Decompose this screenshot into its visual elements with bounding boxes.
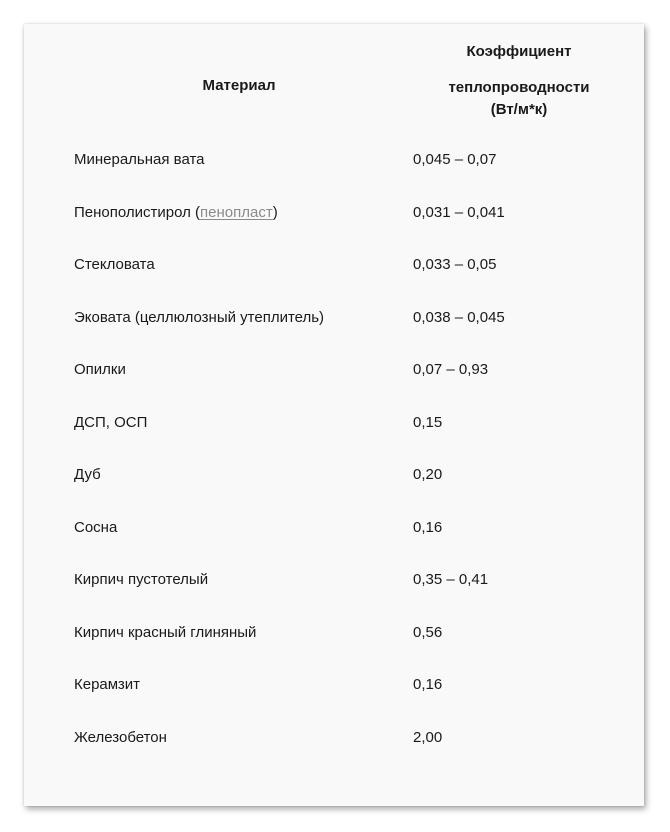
table-row [24,150,644,170]
table-row [24,360,644,380]
material-cell [74,203,278,223]
material-cell: Эковата (целлюлозный утеплитель) [74,309,325,326]
column-header-coefficient-units: (Вт/м*к) [490,101,548,118]
penoplast-link[interactable]: пенопласт [200,204,273,221]
material-cell: Сосна [74,519,118,536]
table-row [24,308,644,328]
value-cell: 0,20 [413,466,443,483]
material-cell: Стекловата [74,256,155,273]
material-cell: ДСП, ОСП [74,414,148,431]
thermal-conductivity-table [24,24,644,806]
table-row [24,623,644,643]
value-cell: 0,07 – 0,93 [413,361,489,378]
table-row [24,518,644,538]
value-cell: 0,35 – 0,41 [413,571,489,588]
column-header-coefficient-line1: Коэффициент [466,43,572,60]
material-cell-suffix: ) [272,204,278,221]
material-cell: Керамзит [74,676,141,693]
material-cell: Железобетон [74,729,167,746]
value-cell: 0,031 – 0,041 [413,204,505,221]
material-cell: Кирпич пустотелый [74,571,209,588]
column-header-material: Материал [202,77,276,94]
value-cell: 0,16 [413,676,443,693]
table-row [24,413,644,433]
value-cell: 0,045 – 0,07 [413,151,497,168]
value-cell: 2,00 [413,729,443,746]
material-cell: Минеральная вата [74,151,205,168]
table-row [24,465,644,485]
table-row [24,728,644,748]
value-cell: 0,16 [413,519,443,536]
material-cell: Дуб [74,466,101,483]
material-cell-prefix: Пенополистирол ( [74,204,201,221]
table-row [24,675,644,695]
value-cell: 0,56 [413,624,443,641]
material-cell: Кирпич красный глиняный [74,624,257,641]
table-row [24,255,644,275]
value-cell: 0,15 [413,414,443,431]
table-row [24,203,644,223]
material-cell: Опилки [74,361,126,378]
column-header-coefficient-line2: теплопроводности [448,79,590,96]
table-row [24,570,644,590]
value-cell: 0,038 – 0,045 [413,309,505,326]
value-cell: 0,033 – 0,05 [413,256,497,273]
